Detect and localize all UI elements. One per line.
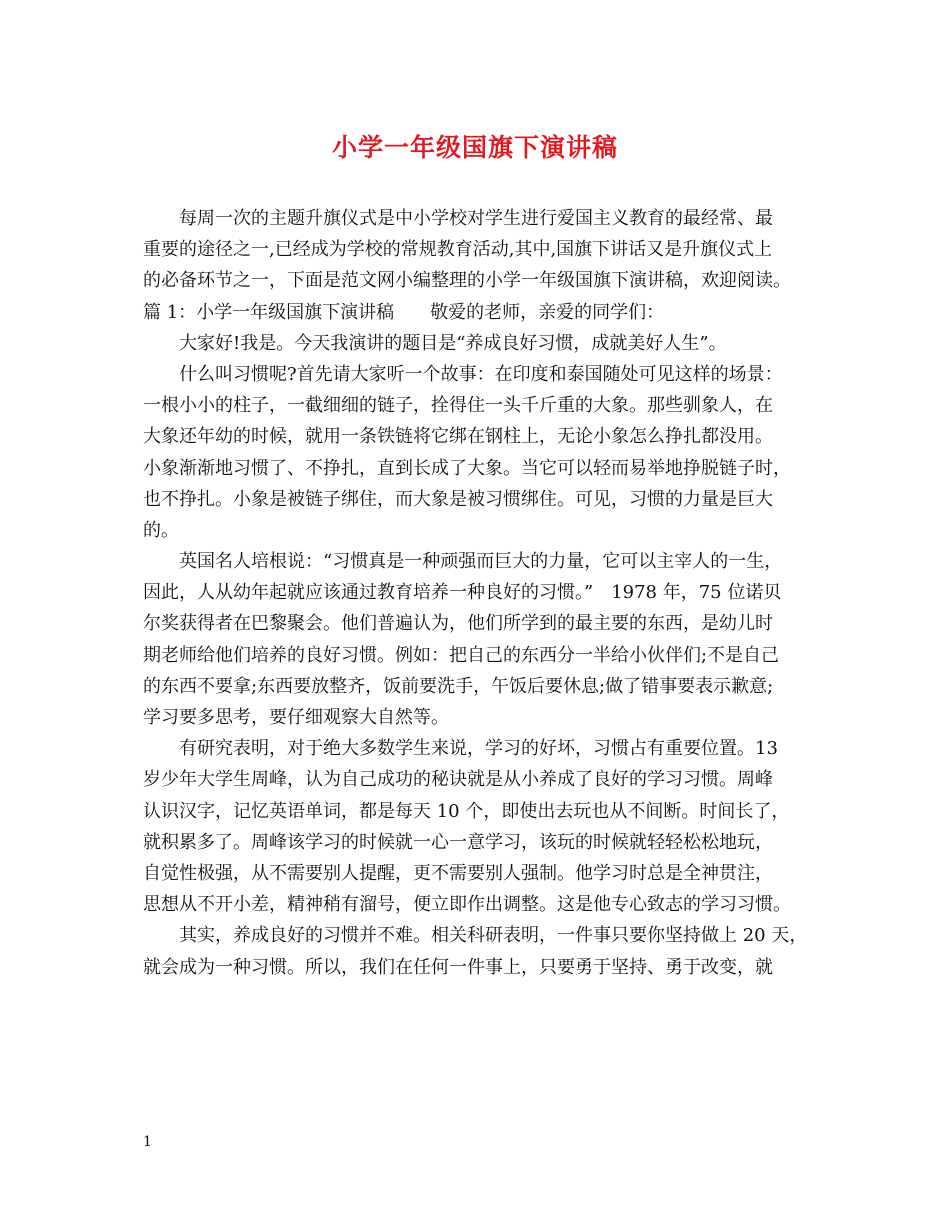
text-line: 篇 1：小学一年级国旗下演讲稿 敬爱的老师，亲爱的同学们：	[143, 301, 665, 323]
text-line: 的东西不要拿;东西要放整齐，饭前要洗手，午饭后要休息;做了错事要表示歉意;	[143, 675, 774, 697]
text-line: 思想从不开小差，精神稍有溜号，便立即作出调整。这是他专心致志的学习习惯。	[143, 894, 791, 916]
text-line: 学习要多思考，要仔细观察大自然等。	[143, 707, 449, 728]
text-line: 的必备环节之一，下面是范文网小编整理的小学一年级国旗下演讲稿，欢迎阅读。	[143, 270, 791, 292]
text-line: 也不挣扎。小象是被链子绑住，而大象是被习惯绑住。可见，习惯的力量是巨大	[143, 488, 773, 510]
text-line: 有研究表明，对于绝大多数学生来说，学习的好坏，习惯占有重要位置。13	[179, 738, 778, 760]
text-line: 大象还年幼的时候，就用一条铁链将它绑在钢柱上，无论小象怎么挣扎都没用。	[143, 426, 773, 448]
text-line: 英国名人培根说：“习惯真是一种顽强而巨大的力量，它可以主宰人的一生，	[179, 551, 783, 573]
text-line: 自觉性极强，从不需要别人提醒，更不需要别人强制。他学习时总是全神贯注，	[143, 862, 773, 884]
text-line: 认识汉字，记忆英语单词，都是每天 10 个，即使出去玩也从不间断。时间长了，	[143, 800, 790, 822]
document-body	[143, 203, 815, 983]
text-line: 期老师给他们培养的良好习惯。例如：把自己的东西分一半给小伙伴们;不是自己	[143, 644, 780, 666]
text-line: 一根小小的柱子，一截细细的链子，拴得住一头千斤重的大象。那些驯象人，在	[143, 395, 773, 417]
document-title: 小学一年级国旗下演讲稿	[331, 133, 618, 162]
page-number: 1	[143, 1134, 152, 1150]
text-line: 就会成为一种习惯。所以，我们在任何一件事上，只要勇于坚持、勇于改变，就	[143, 956, 773, 978]
text-line: 其实，养成良好的习惯并不难。相关科研表明，一件事只要你坚持做上 20 天，	[179, 925, 808, 947]
text-line: 岁少年大学生周峰，认为自己成功的秘诀就是从小养成了良好的学习习惯。周峰	[143, 769, 773, 791]
text-line: 因此，人从幼年起就应该通过教育培养一种良好的习惯。” 1978 年，75 位诺贝	[143, 582, 782, 604]
text-line: 小象渐渐地习惯了、不挣扎，直到长成了大象。当它可以轻而易举地挣脱链子时，	[143, 457, 791, 479]
text-line: 的。	[143, 519, 179, 541]
text-line: 大家好!我是。今天我演讲的题目是“养成良好习惯，成就美好人生”。	[179, 332, 727, 354]
text-line: 重要的途径之一,已经成为学校的常规教育活动,其中,国旗下讲话又是升旗仪式上	[143, 239, 773, 261]
text-line: 每周一次的主题升旗仪式是中小学校对学生进行爱国主义教育的最经常、最	[179, 208, 773, 229]
text-line: 什么叫习惯呢?首先请大家听一个故事：在印度和泰国随处可见这样的场景：	[179, 363, 783, 385]
text-line: 尔奖获得者在巴黎聚会。他们普遍认为，他们所学到的最主要的东西，是幼儿时	[143, 613, 773, 635]
text-line: 就积累多了。周峰该学习的时候就一心一意学习，该玩的时候就轻轻松松地玩，	[143, 831, 773, 853]
